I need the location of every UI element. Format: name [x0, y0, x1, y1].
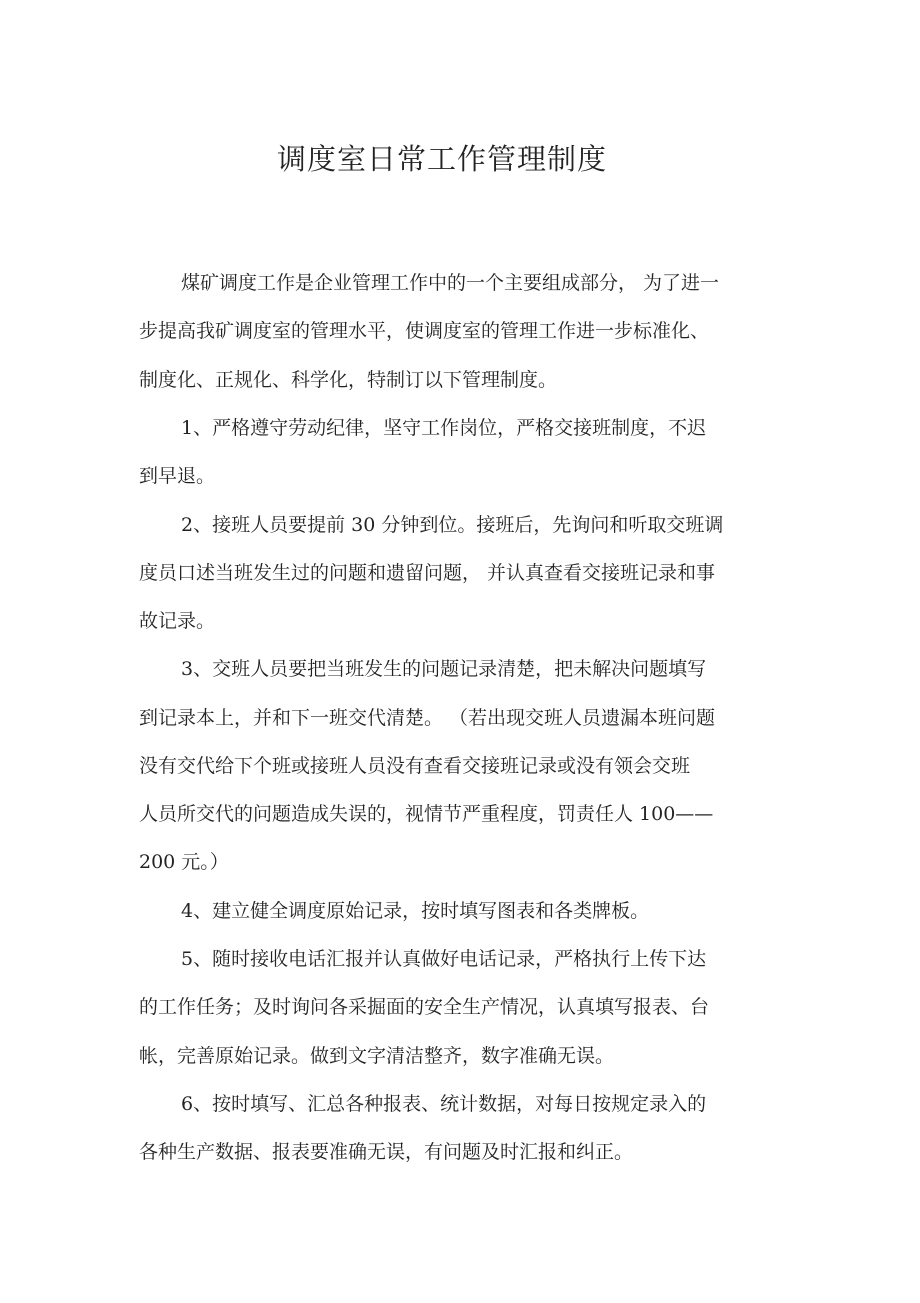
text-line: 故记录。: [139, 610, 216, 632]
text-line: 3、交班人员要把当班发生的问题记录清楚，把未解决问题填写: [181, 658, 707, 680]
text-line: 6、按时填写、汇总各种报表、统计数据，对每日按规定录入的: [181, 1093, 707, 1115]
text-line: 度员口述当班发生过的问题和遗留问题， 并认真查看交接班记录和事: [139, 562, 716, 584]
document-title: 调度室日常工作管理制度: [276, 142, 607, 176]
text-line: 到早退。: [139, 465, 216, 487]
text-line: 的工作任务；及时询问各采掘面的安全生产情况，认真填写报表、台: [139, 996, 710, 1018]
text-line: 1、严格遵守劳动纪律，坚守工作岗位，严格交接班制度，不迟: [181, 417, 707, 439]
text-line: 制度化、正规化、科学化，特制订以下管理制度。: [139, 369, 558, 391]
text-line: 2、接班人员要提前 30 分钟到位。接班后，先询问和听取交班调: [181, 514, 724, 536]
text-line: 5、随时接收电话汇报并认真做好电话记录，严格执行上传下达: [181, 948, 707, 970]
text-line: 帐，完善原始记录。做到文字清洁整齐，数字准确无误。: [139, 1045, 615, 1067]
text-line: 4、建立健全调度原始记录，按时填写图表和各类牌板。: [181, 900, 650, 922]
text-line: 200 元。）: [139, 851, 229, 873]
text-line: 没有交代给下个班或接班人员没有查看交接班记录或没有领会交班: [139, 755, 691, 777]
text-line: 步提高我矿调度室的管理水平，使调度室的管理工作进一步标准化、: [139, 320, 710, 342]
text-line: 各种生产数据、报表要准确无误，有问题及时汇报和纠正。: [139, 1141, 634, 1163]
text-line: 煤矿调度工作是企业管理工作中的一个主要组成部分， 为了进一: [181, 272, 720, 294]
text-line: 到记录本上，并和下一班交代清楚。 （若出现交班人员遗漏本班问题: [139, 707, 716, 729]
text-line: 人员所交代的问题造成失误的，视情节严重程度，罚责任人 100——: [139, 803, 714, 825]
